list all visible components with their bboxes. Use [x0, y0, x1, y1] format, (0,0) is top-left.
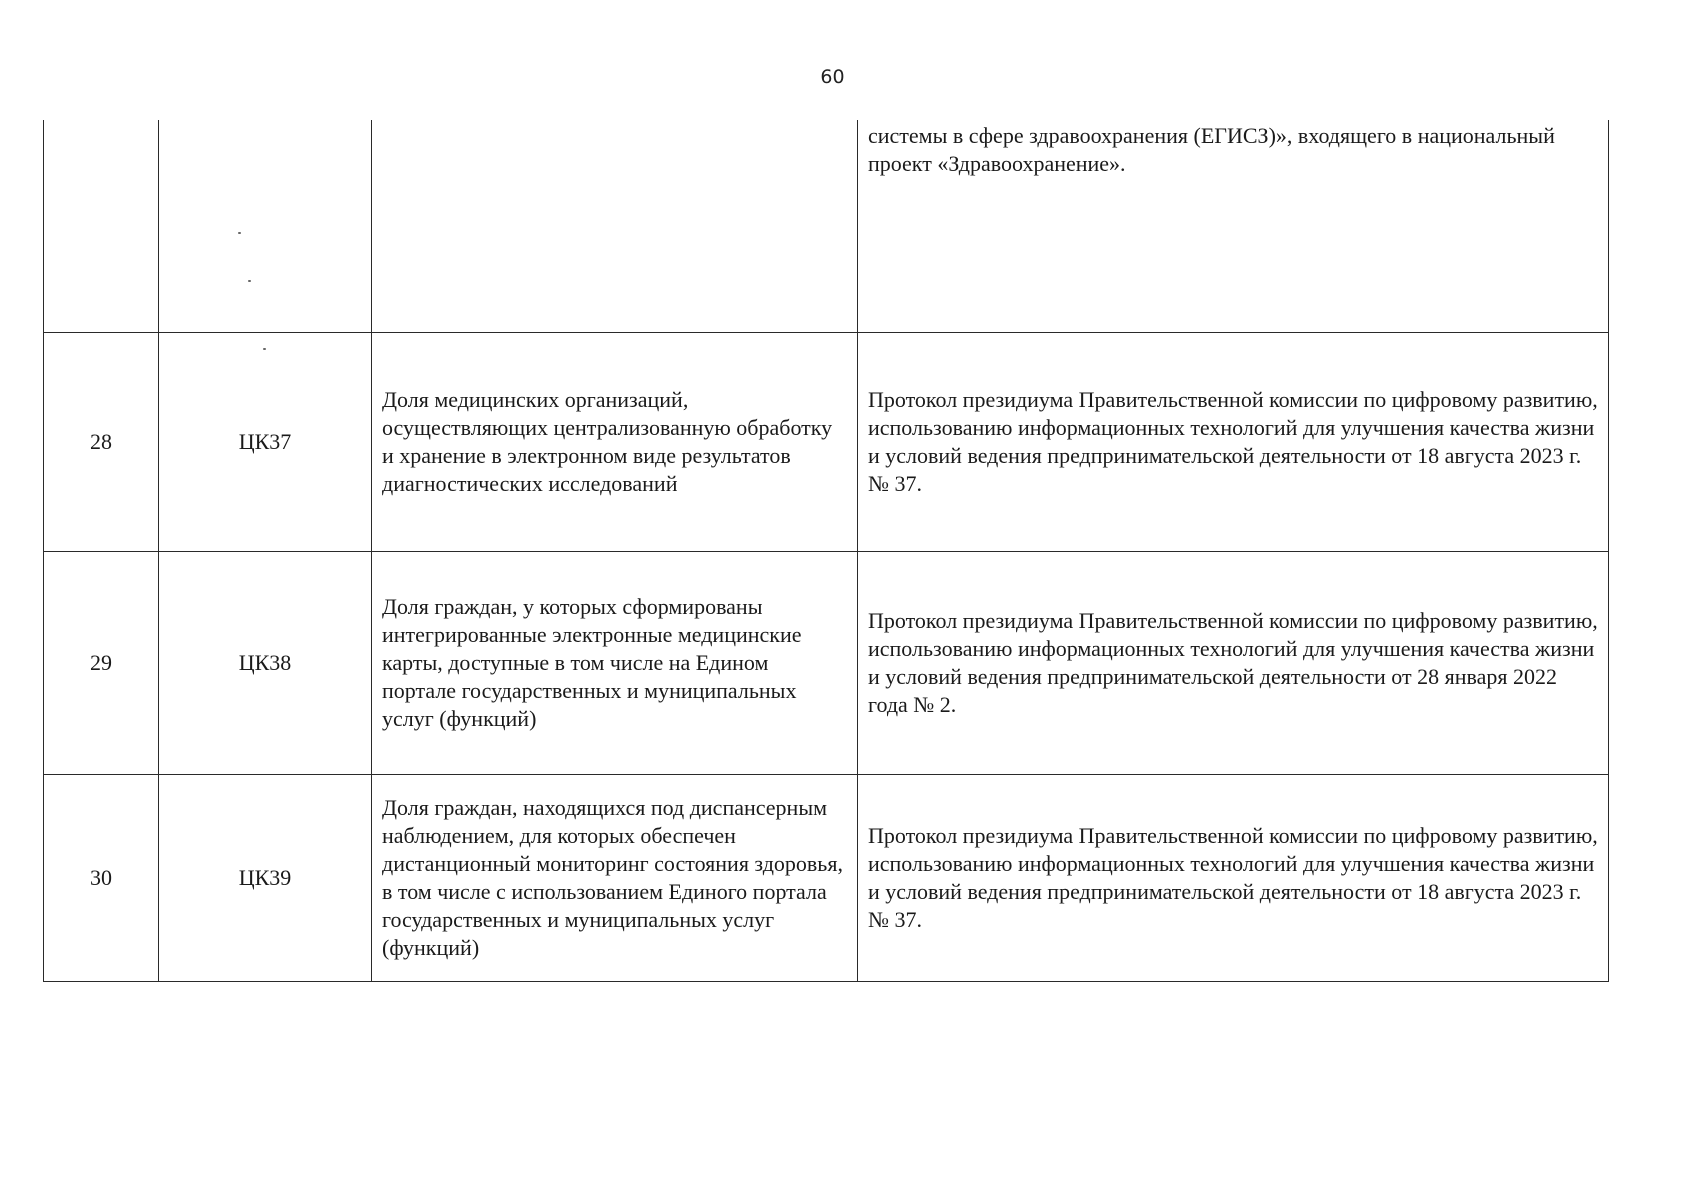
source-document: Протокол президиума Правительственной комиссии по цифровому развитию, использованию информационных технологий для улучшения качества жизни и условий ведения предпринимательской деятельности от 18 августа 2023 г. № 37. [858, 775, 1609, 982]
scan-speck [263, 348, 266, 350]
table-row [44, 333, 1609, 552]
source-document: Протокол президиума Правительственной комиссии по цифровому развитию, использованию информационных технологий для улучшения качества жизни и условий ведения предпринимательской деятельности от 28 января 2022 года № 2. [858, 552, 1609, 775]
row-number: 30 [44, 775, 159, 982]
indicator-code: ЦК37 [159, 333, 372, 552]
indicator-code: ЦК38 [159, 552, 372, 775]
cell-source [858, 120, 1609, 333]
scan-speck [238, 232, 241, 234]
table-row [44, 552, 1609, 775]
cell-name [372, 120, 858, 333]
indicators-table [43, 120, 1609, 982]
indicator-name: Доля медицинских организаций, осуществляющих централизованную обработку и хранение в электронном виде результатов диагностических исследований [372, 333, 858, 552]
row-number: 28 [44, 333, 159, 552]
row-number: 29 [44, 552, 159, 775]
cell-num [44, 120, 159, 333]
source-document: Протокол президиума Правительственной комиссии по цифровому развитию, использованию информационных технологий для улучшения качества жизни и условий ведения предпринимательской деятельности от 18 августа 2023 г. № 37. [858, 333, 1609, 552]
source-text: системы в сфере здравоохранения (ЕГИСЗ)», входящего в национальный проект «Здравоохранение». [868, 123, 1555, 176]
indicator-code: ЦК39 [159, 775, 372, 982]
indicator-name: Доля граждан, находящихся под диспансерным наблюдением, для которых обеспечен дистанционный мониторинг состояния здоровья, в том числе с использованием Единого портала государственных и муниципальных услуг (функций) [372, 775, 858, 982]
table-row-continuation [44, 120, 1609, 333]
scan-speck [248, 280, 251, 282]
page-number: 60 [820, 66, 845, 88]
indicator-name: Доля граждан, у которых сформированы интегрированные электронные медицинские карты, доступные в том числе на Едином портале государственных и муниципальных услуг (функций) [372, 552, 858, 775]
cell-code [159, 120, 372, 333]
table-row [44, 775, 1609, 982]
